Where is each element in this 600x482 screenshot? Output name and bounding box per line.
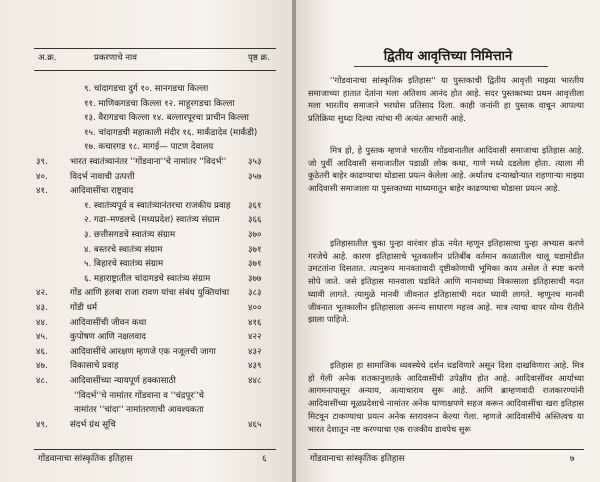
toc-row (0, 155, 292, 169)
toc-row-title: गोंडी धर्म (70, 303, 98, 313)
left-page-number: ६ (262, 454, 267, 464)
right-page-number: ७ (570, 454, 575, 464)
preface-title-rule (354, 66, 548, 67)
toc-row (0, 272, 292, 286)
preface-paragraph-2: मित्र हो, हे पुस्तक म्हणजे भारतीय गोंडवानातील आदिवासी समाजाचा इतिहास आहे. जो पुर्वी आदिवासी समाजातील पडाळी लोक कथा, गाणे मध्ये दडलेला होता. त्याला मी कुठेतरी बाहेर काढण्याचा थोडासा प्रयत्न केलेला आहे. अर्थातच दऱ्याखोऱ्यात राहणाऱ्या माझ्या आदिवासी समाजाला या पुस्तकाच्या माध्यमातून बाहेर काढण्याचा थोडासा प्रयत्न आहे. (308, 145, 584, 194)
preface-paragraph-4: इतिहास हा सामाजिक व्यवस्थेचे दर्शन घडविणारे असून दिशा दाखविणारा आहे. मित्र हो गेली अनेक शतकानुशतके आदिवासींची उपेक्षीय होत आहे. आदिवासींवर आर्याच्या आगमनापासून अन्याय, अत्याचाराव सुरू आहे. आणि ब्राम्हणवादी राजकारण्यांनी आदिवासींच्या मूळप्रदेशाचे नामांतर अनेक घाणाक्षपणे सहज करून आदिवासींचा खरा इतिहास मिटवून टाकण्याचा प्रयत्न अनेक स्तरावरून केल्या गेला. म्हणजे आदिवासींचे अस्तित्वच या भारत देशातून नष्ट करण्याचा एक राजकीय डावपेच सुरू (308, 360, 584, 434)
toc-row (0, 199, 292, 213)
toc-row (0, 403, 292, 417)
toc-row (0, 316, 292, 330)
toc-row-number: ३९. (36, 157, 48, 167)
preface-paragraph-3: इतिहासातील चुका पुन्हा वारंवार होऊ नयेत म्हणून इतिहासाचा पुन्हा अभ्यास करणे गरजेचे आहे. कारण इतिहासाचे भूतकालीन प्रतिबींब वर्तमान काळातील चालू घडामोडीत उमटतांना दिसतात. त्यानुरूप मानवतावादी दृष्टीकोणाची भूमिका काय असेल ते स्पष्ट करणे सोपे जाते. जसे इतिहास मानवाला घडविते आणि मानवाच्या विकासाला इतिहासाची मदत घ्यावी लागते. त्यामुळे मानवी जीवनात इतिहासाची मदत घ्यावी लागते. म्हणूनच मानवी जीवनात भूतकालीन इतिहासाला अनन्य साधारण महत्त्व आहे. मात्र त्याचा वापर योग्य रीतीने झाला पाहिजे. (308, 238, 584, 325)
toc-row-page: ३५३ (248, 157, 262, 167)
toc-row-number: ४६. (36, 346, 48, 357)
toc-row (0, 359, 292, 373)
toc-header-rule (34, 70, 276, 71)
right-footer-rule (308, 449, 584, 450)
toc-row (0, 389, 292, 403)
toc-row-title: आदिवासींचा राष्ट्रवाद (70, 186, 134, 197)
preface-paragraph-1: ''गोंडवानाचा सांस्कृतिक इतिहास'' या पुस्तकाची द्वितीय आवृत्ती माझ्या भारतीय समाजाच्या हातात देतांना मला अतिशय आनंद होत आहे. सदर पुस्तकाच्या प्रथम आवृत्तीला मला भारतीय समाजाने भरघोस प्रतिसाद दिला. काही जनांनी हा पुस्तक वाचून आपल्या प्रतिक्रिया सुध्दा दिल्या त्यांचा मी अत्यंत आभारी आहे. (308, 75, 584, 124)
toc-row-title: ५. बिहारचे स्वातंत्र्य संग्राम (84, 259, 164, 270)
toc-header-page: पृष्ठ क्र. (248, 53, 270, 63)
toc-row-title: ६. महाराष्ट्रातील चांदागडचे स्वातंत्र्य संग्राम (84, 273, 211, 284)
left-footer-rule (34, 449, 276, 450)
toc-row (0, 228, 292, 242)
toc-row-number: ४८. (36, 376, 48, 386)
toc-row-title: १. स्वातंत्र्यपूर्व व स्वातंत्र्यानंतरचा राजकीय प्रवाह (84, 200, 231, 211)
toc-row-page: ४२२ (248, 332, 262, 343)
toc-row (0, 111, 292, 125)
toc-row-page: ४१६ (248, 317, 262, 328)
toc-header-num: अ.क्र. (38, 53, 57, 63)
toc-row-number: ४५. (36, 332, 48, 343)
toc-row-title: भारत स्वातंत्र्यानंतर ''गोंडवाना''चे नामांतर ''विदर्भ'' (70, 157, 227, 167)
toc-row-page: ४०० (248, 303, 262, 313)
toc-header-title: प्रकरणाचे नाव (94, 53, 137, 63)
toc-row (0, 418, 292, 432)
toc-row-title: १७. कचारगड १८. मागई— पाटण देवालय (84, 142, 214, 153)
toc-row-page: ४३९ (248, 361, 262, 372)
toc-row-title: ४. बस्तरचे स्वातंत्र्य संग्राम (84, 244, 163, 255)
toc-row-title: संदर्भ ग्रंथ सूचि (70, 419, 116, 430)
toc-row-number: ४१. (36, 186, 48, 197)
toc-row-page: ४४८ (248, 376, 262, 386)
toc-row (0, 82, 292, 96)
toc-row-page: ३७७ (248, 273, 262, 284)
toc-row-title: २. गढा–मण्डलचे (मध्यप्रदेश) स्वातंत्र्य संग्राम (84, 215, 220, 226)
toc-row-number: ४९. (36, 419, 48, 430)
toc-row-page: ४३२ (248, 346, 262, 357)
toc-row-title: विदर्भ नावाची उत्पत्ती (70, 171, 135, 182)
toc-row-title: १५. चांदागडची महाकाली मंदीर १६. मार्कंडादेव (मार्कंडी) (84, 127, 258, 138)
toc-row (0, 374, 292, 388)
toc-row (0, 170, 292, 184)
toc-row-title: आदिवासींच्या न्यायपूर्ण हक्कासाठी (70, 376, 176, 386)
toc-row-title: १३. वैरागडचा किल्ला १४. बल्लारपूरचा प्राचीन किल्ला (84, 113, 249, 124)
toc-row-page: ३७१ (248, 259, 262, 270)
right-page (296, 0, 600, 482)
toc-row-number: ४०. (36, 171, 48, 182)
toc-row-number: ४३. (36, 303, 48, 313)
toc-row-page: ३७१ (248, 244, 262, 255)
toc-row-title: ''विदर्भ''चे नामांतर गोंडवाना व ''चंद्रपूर''चे (74, 390, 204, 401)
toc-row-title: नामांतर ''चांदा'' नामांतरणाची आवश्यकता (74, 405, 204, 416)
toc-row (0, 140, 292, 154)
toc-row (0, 126, 292, 140)
toc-row-title: आदिवासींची जीवन कथा (70, 317, 147, 328)
toc-row (0, 257, 292, 271)
toc-row-number: ४४. (36, 317, 48, 328)
toc-row (0, 286, 292, 300)
toc-top-rule (34, 48, 276, 49)
toc-row-page: ३६१ (248, 200, 262, 211)
toc-row-number: ४७. (36, 361, 48, 372)
preface-title: द्वितीय आवृत्तिच्या निमित्ताने (383, 49, 513, 64)
toc-row-page: ३५७ (248, 171, 262, 182)
toc-row (0, 301, 292, 315)
toc-row-page: ४६५ (248, 419, 262, 430)
toc-row (0, 97, 292, 111)
left-page (0, 0, 292, 482)
left-footer-title: गोंडवानाचा सांस्कृतिक इतिहास (38, 454, 133, 464)
toc-row-title: विकासाचे प्रवाह (70, 361, 119, 372)
toc-row (0, 345, 292, 359)
toc-row (0, 184, 292, 198)
toc-row-title: आदिवासींचे आरक्षण म्हणजे एक नजूलची जागा (70, 346, 216, 357)
toc-row (0, 330, 292, 344)
toc-row-page: ३८३ (248, 288, 262, 299)
toc-header (38, 52, 274, 66)
toc-row (0, 243, 292, 257)
toc-row-title: कुपोषण आणि नक्षलवाद (70, 332, 146, 343)
toc-row-title: ११. माणिकगडचा किल्ला १२. माहूरगडचा किल्ला (84, 98, 235, 109)
toc-row-number: ४२. (36, 288, 48, 299)
right-footer-title: गोंडवानाचा सांस्कृतिक इतिहास (310, 454, 405, 464)
toc-row-title: ९. चांदागडचा दुर्ग १०. सानगडचा किल्ला (84, 84, 209, 94)
toc-row-page: ३७० (248, 230, 262, 240)
toc-row-title: गोंड आणि हलबा राजा रावण यांचा संबंध युक्तियांचा (70, 288, 230, 299)
toc-row (0, 213, 292, 227)
toc-row-title: ३. छत्तीसगडचे स्वातंत्र्य संग्राम (84, 230, 176, 240)
toc-row-page: ३६६ (248, 215, 262, 226)
